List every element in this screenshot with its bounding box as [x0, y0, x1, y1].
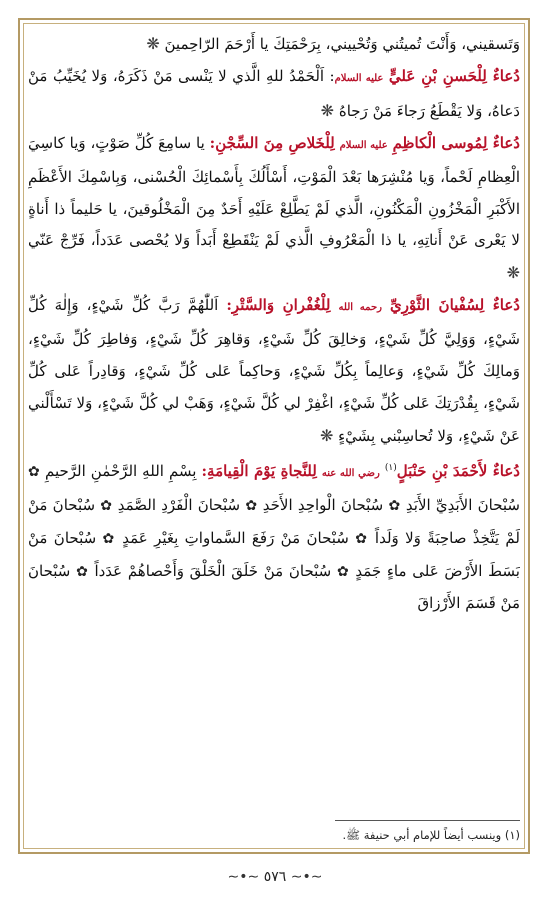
- paragraph-4: [28, 290, 520, 453]
- tasbih-item: سُبْحانَ الْفَرْدِ الصَّمَدِ: [117, 495, 241, 514]
- footnote-ref: (١): [384, 462, 397, 473]
- supplication-subtitle-thawri: لِلْغُفْرانِ وَالسَّتْرِ:: [226, 296, 331, 315]
- honorific-hanbal: رضي الله عنه: [321, 467, 380, 479]
- footnote: (١) وينسب أيضاً للإمام أبي حنيفة ﷺ.: [342, 828, 520, 842]
- page-body: [28, 28, 520, 818]
- dot-ornament-icon: ✿: [76, 563, 89, 580]
- paragraph-2: دُعاءٌ لِلْحَسنِ بْنِ عَليٍّ عليه السلام: اَلْحَمْدُ للهِ الَّذي لا يَنْسى مَنْ ذَكَرَهُ، وَلا يُخَيِّبُ مَنْ دَعاهُ، وَلا يَقْطَعُ رَجاءَ مَنْ رَجاهُ ❋: [28, 66, 520, 120]
- page-number: ٥٧٦: [263, 869, 287, 885]
- paragraph-5: [28, 453, 520, 621]
- ornament-icon: ❋: [146, 34, 160, 53]
- supplication-title-thawri: دُعاءٌ لِسُفْيانَ الثَّوْرِيِّ: [390, 296, 520, 315]
- supplication-title-hanbal: دُعاءٌ لأَحْمَدَ بْنِ حَنْبَلٍ: [396, 461, 520, 480]
- paragraph-1-text: وَتَسقيني، وَأَنْتَ تُميتُني وَتُحْييني، بِرَحْمَتِكَ يا أَرْحَمَ الرّاحِمينَ: [164, 35, 520, 53]
- page-number-bar: [0, 862, 550, 892]
- dot-ornament-icon: ✿: [28, 463, 40, 480]
- tasbih-item: سُبْحانَ الأَبَدِيِّ الأَبَدِ: [405, 495, 520, 514]
- basmala: بِسْمِ اللهِ الرَّحْمٰنِ الرَّحيمِ: [45, 461, 197, 480]
- tasbih-item: سُبْحانَ مَنْ قَسَمَ الأَرْزاقَ: [28, 561, 520, 613]
- paragraph-1: [28, 28, 520, 61]
- paragraph-3: [28, 128, 520, 291]
- ornament-icon: ❋: [320, 100, 335, 120]
- dot-ornament-icon: ✿: [388, 497, 401, 514]
- honorific-kazim: عليه السلام: [339, 139, 388, 151]
- dot-ornament-icon: ✿: [336, 563, 350, 580]
- tasbih-item: سُبْحانَ مَنْ خَلَقَ الْخَلْقَ وَأَحْصاهُمْ عَدَداً: [94, 561, 332, 580]
- tasbih-item: سُبْحانَ مَنْ لَمْ يَتَّخِذْ صاحِبَةً وَلا وَلَداً: [28, 495, 520, 547]
- footnote-divider: [335, 820, 520, 821]
- paragraph-2-text: اَلْحَمْدُ للهِ الَّذي لا يَنْسى مَنْ ذَكَرَهُ، وَلا يُخَيِّبُ مَنْ دَعاهُ، وَلا يَقْطَعُ رَجاءَ مَنْ رَجاهُ: [28, 66, 520, 120]
- ornament-icon: ❋: [506, 263, 520, 283]
- supplication-title-hasan: دُعاءٌ لِلْحَسنِ بْنِ عَليٍّ: [388, 66, 520, 85]
- honorific-hasan: عليه السلام: [334, 72, 384, 84]
- dot-ornament-icon: ✿: [102, 530, 116, 547]
- dot-ornament-icon: ✿: [355, 530, 369, 547]
- ornament-icon: ❋: [319, 425, 334, 445]
- right-flourish-icon: ∼•∼: [290, 869, 323, 885]
- left-flourish-icon: ∼•∼: [227, 869, 260, 885]
- tasbih-item: سُبْحانَ مَنْ بَسَطَ الأَرْضَ عَلى ماءٍ جَمَدٍ: [28, 528, 520, 580]
- supplication-title-kazim: دُعاءٌ لِمُوسى الْكاظِمِ: [392, 133, 520, 152]
- dot-ornament-icon: ✿: [100, 497, 113, 514]
- paragraph-3-text: يا سامِعَ كُلِّ صَوْتٍ، وَيا كاسِيَ الْعِظامِ لَحْماً، وَيا مُنْشِرَها بَعْدَ الْمَوْتِ، أَسْأَلُكَ بِأَسْمائِكَ الْحُسْنى، وَبِاسْمِكَ الأَعْظَمِ الأَكْبَرِ الْمَخْزُونِ الْمَكْنُونِ، الَّذي لَمْ يَطَّلِعْ عَلَيْهِ أَحَدٌ مِنَ الْمَخْلُوقينَ، يا حَليماً ذا أَناةٍ لا يَعْرى عَنْ أَناتِهِ، يا ذا الْمَعْرُوفِ الَّذي لَمْ يَنْقَطِعْ أَبَداً وَلا يُحْصى عَدَداً، فَرِّجْ عَنّي: [28, 133, 520, 250]
- tasbih-item: سُبْحانَ الْواحِدِ الأَحَدِ: [262, 495, 384, 514]
- dot-ornament-icon: ✿: [245, 497, 258, 514]
- honorific-thawri: رحمه الله: [338, 302, 382, 314]
- supplication-subtitle-hanbal: لِلنَّجاةِ يَوْمَ الْقِيامَةِ:: [201, 461, 317, 480]
- paragraph-4-text: اَللّٰهُمَّ رَبَّ كُلِّ شَيْءٍ، وَإِلٰهَ كُلِّ شَيْءٍ، وَوَلِيَّ كُلِّ شَيْءٍ، وَخالِقَ كُلِّ شَيْءٍ، وَقاهِرَ كُلِّ شَيْءٍ، وَفاطِرَ كُلِّ شَيْءٍ، وَمالِكَ كُلِّ شَيْءٍ، وَعالِماً بِكُلِّ شَيْءٍ، وَحاكِماً عَلى كُلِّ شَيْءٍ، وَقادِراً عَلى كُلِّ شَيْءٍ، بِقُدْرَتِكَ عَلى كُلِّ شَيْءٍ، اغْفِرْ لي كُلَّ شَيْءٍ، وَهَبْ لي كُلَّ شَيْءٍ، وَلا تَسْأَلْني عَنْ شَيْءٍ، وَلا تُحاسِبْني بِشَيْءٍ: [28, 296, 520, 445]
- supplication-subtitle-kazim: لِلْخَلاصِ مِنَ السِّجْنِ:: [209, 133, 335, 152]
- tasbih-item: سُبْحانَ مَنْ رَفَعَ السَّماواتِ بِغَيْرِ عَمَدٍ: [122, 528, 349, 547]
